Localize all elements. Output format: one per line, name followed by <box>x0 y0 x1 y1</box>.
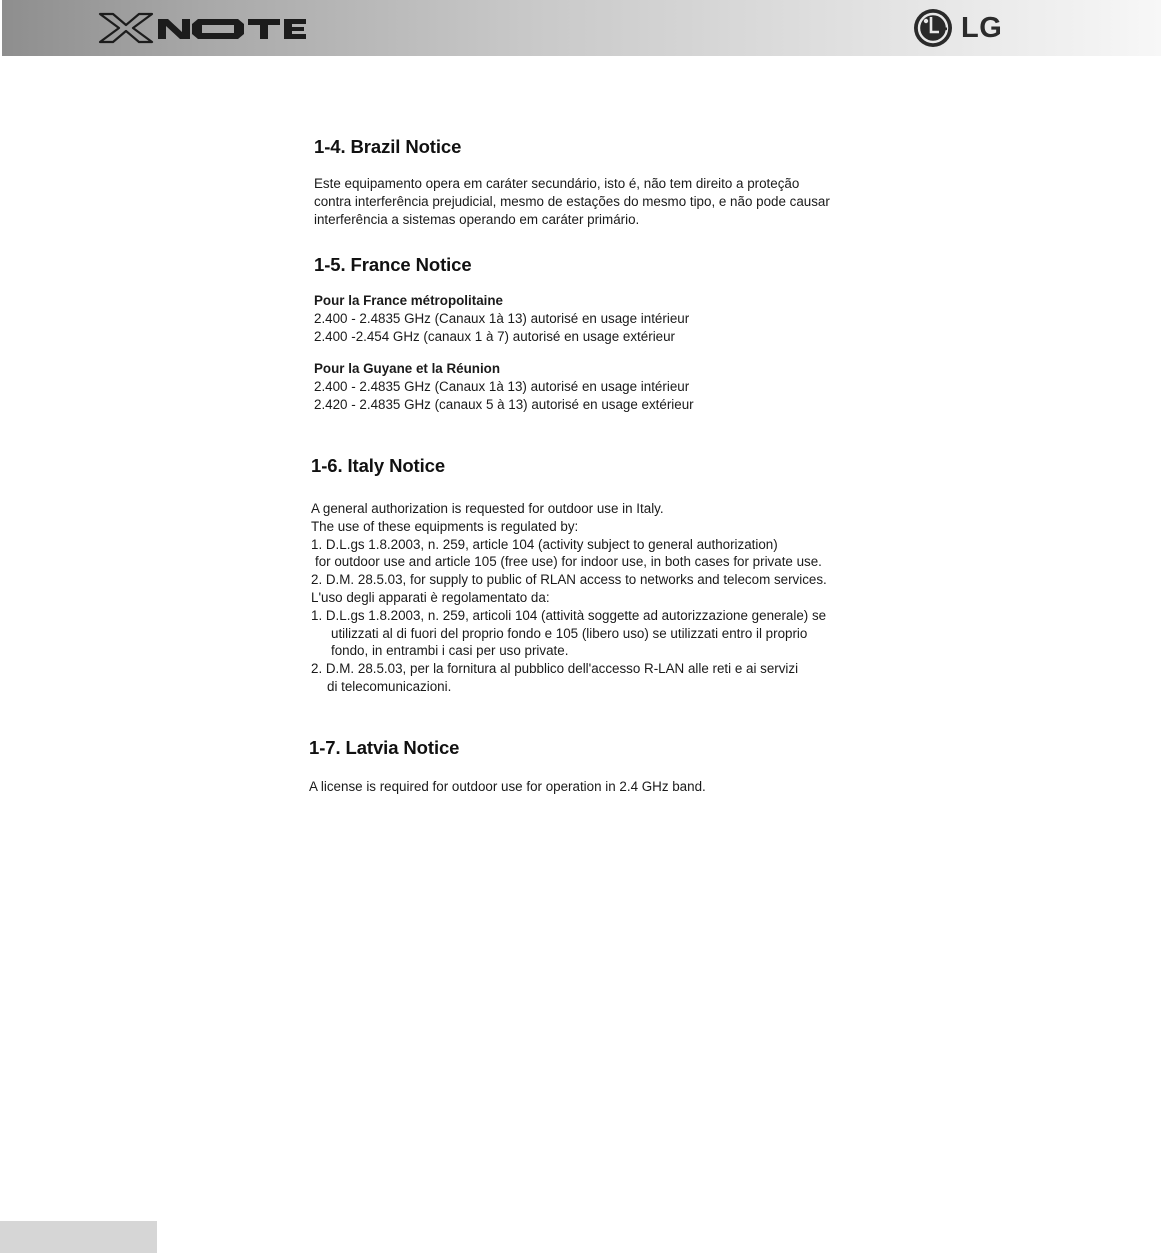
france-metro-line: 2.400 - 2.4835 GHz (Canaux 1à 13) autorisé en usage intérieur <box>314 310 690 326</box>
latvia-text <box>309 778 706 796</box>
italy-line: utilizzati al di fuori del proprio fondo e 105 (libero uso) se utilizzati entro il proprio <box>331 625 808 641</box>
section-title-france: 1-5. France Notice <box>314 254 472 275</box>
italy-line: 2. D.M. 28.5.03, for supply to public of RLAN access to networks and telecom services. <box>311 572 827 588</box>
brazil-text <box>314 175 830 228</box>
brazil-line: Este equipamento opera em caráter secundário, isto é, não tem direito a proteção <box>314 176 800 191</box>
brazil-line: contra interferência prejudicial, mesmo de estações do mesmo tipo, e não pode causar <box>314 193 830 209</box>
lg-circle-face-icon <box>913 8 953 48</box>
italy-line: 1. D.L.gs 1.8.2003, n. 259, articoli 104 (attività soggette ad autorizzazione generale) se <box>311 607 827 623</box>
section-title-latvia: 1-7. Latvia Notice <box>309 737 460 758</box>
latvia-line: A license is required for outdoor use for operation in 2.4 GHz band. <box>309 779 706 794</box>
lg-logo <box>913 8 1002 48</box>
france-guyane-line: 2.400 - 2.4835 GHz (Canaux 1à 13) autorisé en usage intérieur <box>314 378 690 394</box>
france-metro-line: 2.400 -2.454 GHz (canaux 1 à 7) autorisé en usage extérieur <box>314 328 676 344</box>
italy-line: The use of these equipments is regulated by: <box>311 518 579 534</box>
italy-line: 2. D.M. 28.5.03, per la fornitura al pubblico dell'accesso R-LAN alle reti e ai servizi <box>311 661 799 677</box>
section-title-brazil: 1-4. Brazil Notice <box>314 136 462 157</box>
france-metro-block <box>314 292 689 345</box>
italy-line: for outdoor use and article 105 (free use) for indoor use, in both cases for private use. <box>315 554 822 570</box>
footer-page-tab <box>0 1221 157 1253</box>
section-title-italy: 1-6. Italy Notice <box>311 455 446 476</box>
italy-text <box>311 500 827 696</box>
italy-line: L'uso degli apparati è regolamentato da: <box>311 589 550 605</box>
italy-line: A general authorization is requested for outdoor use in Italy. <box>311 501 664 516</box>
france-metro-heading: Pour la France métropolitaine <box>314 293 503 308</box>
france-guyane-heading: Pour la Guyane et la Réunion <box>314 361 501 376</box>
xnote-logo <box>98 12 308 44</box>
france-guyane-block <box>314 360 694 413</box>
lg-wordmark: LG <box>961 12 1003 44</box>
italy-line: di telecomunicazioni. <box>327 678 452 694</box>
italy-line: 1. D.L.gs 1.8.2003, n. 259, article 104 (activity subject to general authorization) <box>311 536 778 552</box>
header-banner <box>2 0 1161 56</box>
brazil-line: interferência a sistemas operando em caráter primário. <box>314 211 640 227</box>
france-guyane-line: 2.420 - 2.4835 GHz (canaux 5 à 13) autorisé en usage extérieur <box>314 396 694 412</box>
italy-line: fondo, in entrambi i casi per uso private. <box>331 643 569 659</box>
